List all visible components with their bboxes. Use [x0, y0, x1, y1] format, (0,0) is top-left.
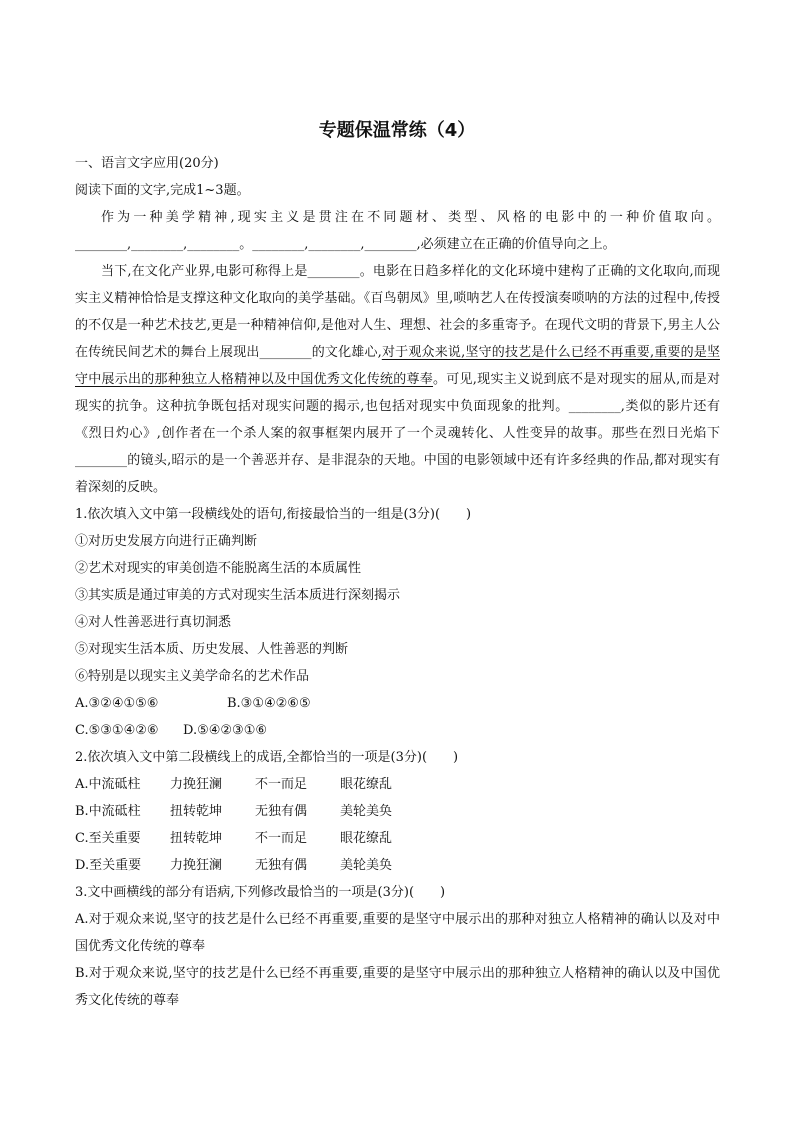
question-2-option-a[interactable] — [75, 771, 720, 798]
question-3-stem: 3.文中画横线的部分有语病,下列修改最恰当的一项是(3分)( ) — [75, 885, 446, 900]
question-1-options-row-2 — [75, 717, 720, 744]
question-2-option-c[interactable] — [75, 825, 720, 852]
question-1-item: ①对历史发展方向进行正确判断 — [75, 534, 258, 549]
option-word: 眼花缭乱 — [340, 831, 393, 846]
question-1-item: ②艺术对现实的审美创造不能脱离生活的本质属性 — [75, 561, 362, 576]
question-2-option-d[interactable] — [75, 852, 720, 879]
question-1-item: ④对人性善恶进行真切洞悉 — [75, 615, 232, 630]
question-1-options-row-1 — [75, 690, 720, 717]
question-1-option-c[interactable]: C.⑤③①④②⑥ — [75, 723, 159, 738]
question-1-option-b[interactable]: B.③①④②⑥⑤ — [227, 696, 311, 711]
question-1-option-a[interactable]: A.③②④①⑤⑥ — [75, 696, 159, 711]
document-title: 专题保温常练（4） — [318, 120, 476, 141]
option-word: 无独有偶 — [255, 858, 308, 873]
option-word: 无独有偶 — [255, 804, 308, 819]
option-word: B.中流砥柱 — [75, 804, 141, 819]
reading-instruction: 阅读下面的文字,完成1~3题。 — [75, 183, 250, 198]
question-1-item: ③其实质是通过审美的方式对现实生活本质进行深刻揭示 — [75, 588, 401, 603]
question-1-item: ⑤对现实生活本质、历史发展、人性善恶的判断 — [75, 642, 349, 657]
question-1-stem: 1.依次填入文中第一段横线处的语句,衔接最恰当的一组是(3分)( ) — [75, 507, 472, 522]
question-3-option-a[interactable]: A.对于观众来说,坚守的技艺是什么已经不再重要,重要的是坚守中展示出的那种对独立人格精神的确认以及对中国优秀文化传统的尊奉 — [75, 912, 720, 954]
option-word: 力挽狂澜 — [170, 858, 223, 873]
passage-text: 当下,在文化产业界,电影可称得上是________。电影在日趋多样化的文化环境中建构了正确的文化取向,而现实主义精神恰恰是支撑这种文化取向的美学基础。《百鸟朝凤》里,唢呐艺人在传授演奏唢呐的方法的过程中,传授的不仅是一种艺术技艺,更是一种精神信仰,是他对人生、理想、社会的多重寄予。在现代文明的背景下,男主人公在传统民间艺术的舞台上展现出________的文化雄心, — [75, 264, 720, 360]
document-body — [75, 150, 720, 1014]
option-word: 不一而足 — [255, 831, 308, 846]
underlined-sentence: 对于观众来说,坚守的技艺是什么已经不再重要,重要的是坚守中展示出的那种独立人格精神以及中国优秀文化传统的尊奉 — [75, 345, 720, 387]
passage-paragraph-1: 作为一种美学精神,现实主义是贯注在不同题材、类型、风格的电影中的一种价值取向。________,________,________。________,________,________,必须建立在正确的价值导向之上。 — [75, 210, 720, 252]
question-1-item: ⑥特别是以现实主义美学命名的艺术作品 — [75, 669, 310, 684]
passage-paragraph-2 — [75, 258, 720, 501]
section-heading: 一、语言文字应用(20分) — [75, 156, 219, 171]
option-word: D.至关重要 — [75, 858, 142, 873]
question-2-stem: 2.依次填入文中第二段横线上的成语,全都恰当的一项是(3分)( ) — [75, 750, 459, 765]
question-2-option-b[interactable] — [75, 798, 720, 825]
question-1-option-d[interactable]: D.⑤④②③①⑥ — [183, 723, 268, 738]
option-word: 美轮美奂 — [340, 804, 393, 819]
question-3-option-b[interactable]: B.对于观众来说,坚守的技艺是什么已经不再重要,重要的是坚守中展示出的那种独立人格精神的确认以及中国优秀文化传统的尊奉 — [75, 966, 720, 1008]
option-word: A.中流砥柱 — [75, 777, 141, 792]
option-word: 扭转乾坤 — [170, 804, 223, 819]
option-word: 眼花缭乱 — [340, 777, 393, 792]
passage-text: 。可见,现实主义说到底不是对现实的屈从,而是对现实的抗争。这种抗争既包括对现实问题的揭示,也包括对现实中负面现象的批判。________,类似的影片还有《烈日灼心》,创作者在一个杀人案的叙事框架内展开了一个灵魂转化、人性变异的故事。那些在烈日光焰下________的镜头,昭示的是一个善恶并存、是非混杂的天地。中国的电影领域中还有许多经典的作品,都对现实有着深刻的反映。 — [75, 372, 720, 495]
option-word: 扭转乾坤 — [170, 831, 223, 846]
option-word: 不一而足 — [255, 777, 308, 792]
option-word: 力挽狂澜 — [170, 777, 223, 792]
option-word: C.至关重要 — [75, 831, 141, 846]
option-word: 美轮美奂 — [340, 858, 393, 873]
